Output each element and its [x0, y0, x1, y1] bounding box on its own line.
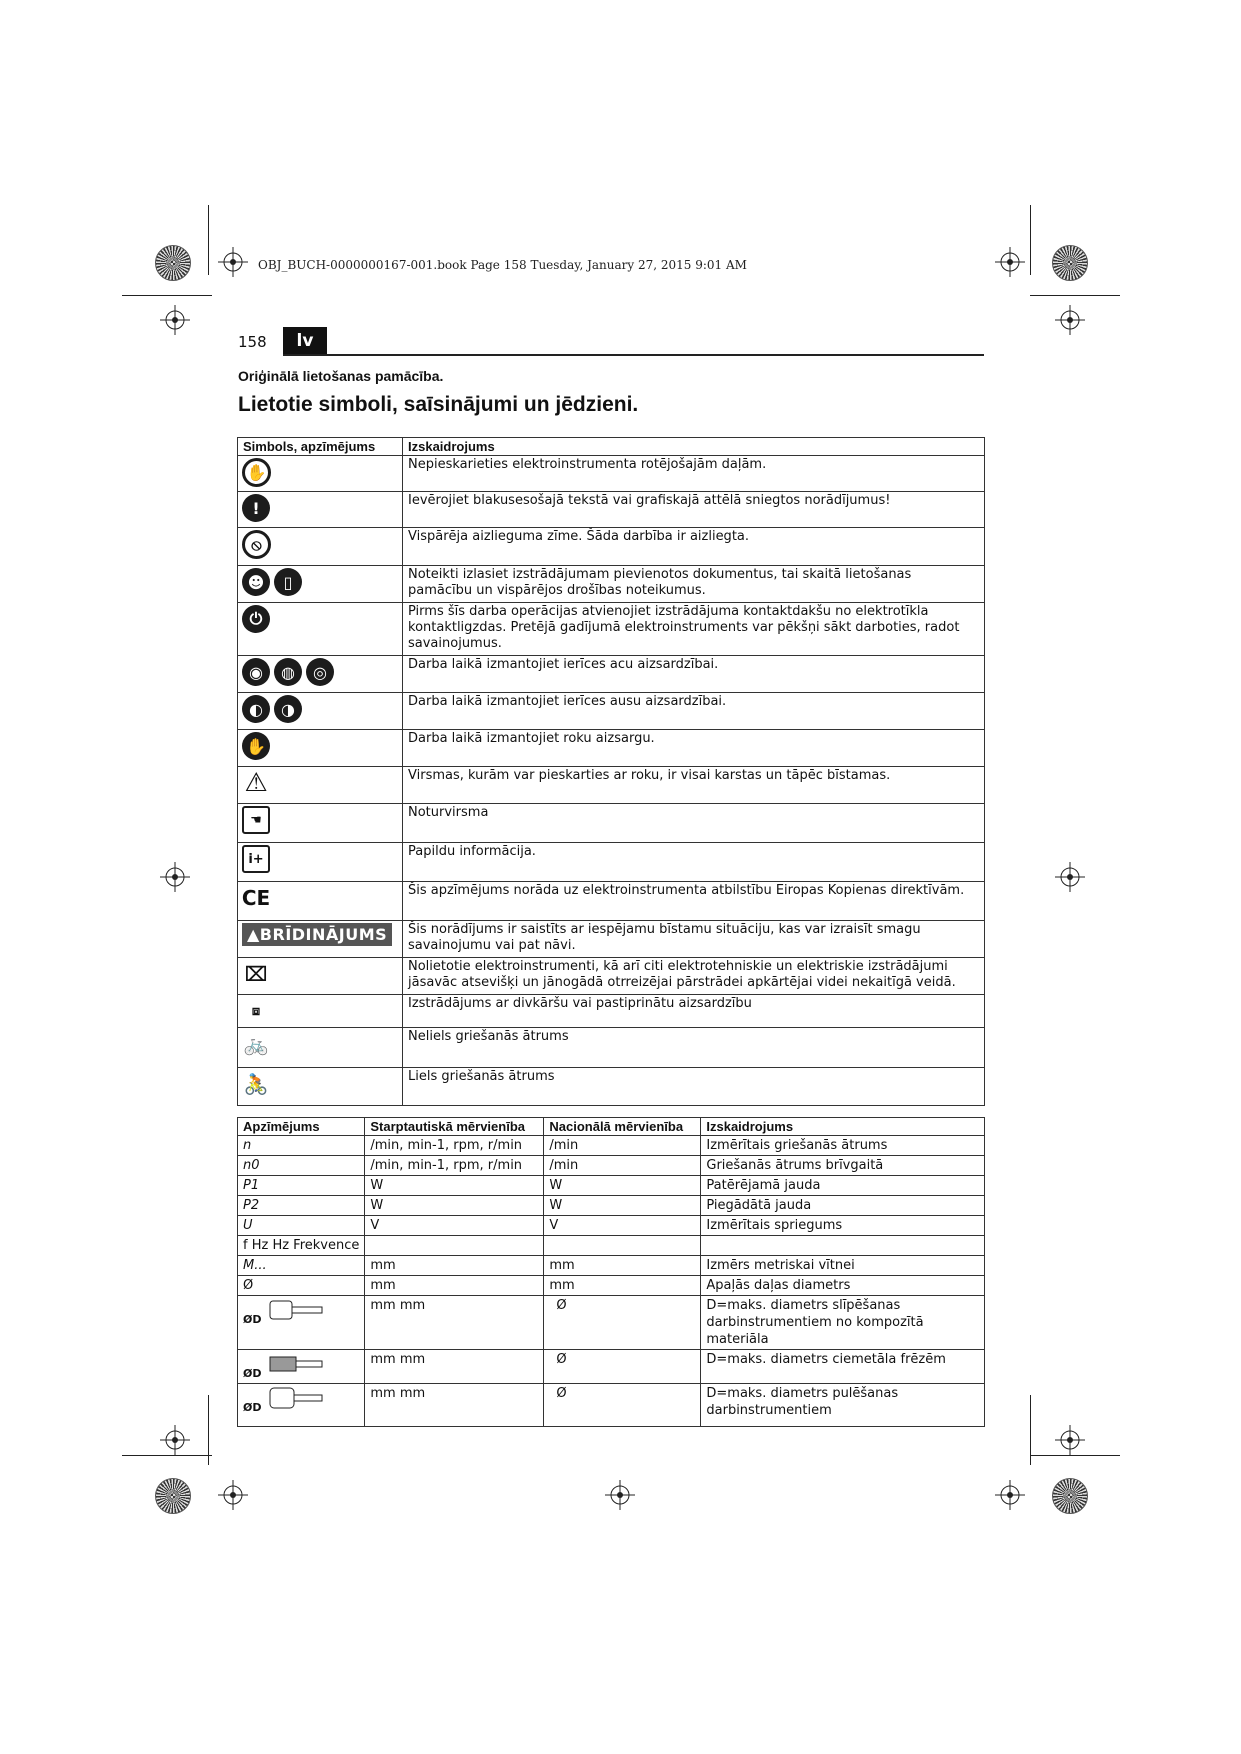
symbol-description: Šis norādījums ir saistīts ar iespējamu bīstamu situāciju, kas var izraisīt smagu savainojumu vai pat nāvi.	[403, 921, 985, 958]
symbols-table	[237, 437, 985, 1106]
unit-international: mm mm	[365, 1296, 544, 1350]
symbol-description: Noteikti izlasiet izstrādājumam pievienotos dokumentus, tai skaitā lietošanas pamācību un vispārējos drošības noteikumus.	[403, 566, 985, 603]
book-icon: ▯	[274, 568, 302, 596]
registration-target	[218, 247, 248, 277]
read-manual-icon: ☻	[242, 568, 270, 596]
exclamation-icon: !	[242, 494, 270, 522]
hand-protection-icon: ✋	[242, 732, 270, 760]
table-header-row	[238, 438, 985, 456]
unit-national: Ø	[544, 1296, 701, 1350]
unit-international: mm	[365, 1276, 544, 1296]
unit-international: W	[365, 1196, 544, 1216]
unit-national: /min	[544, 1136, 701, 1156]
column-header: Starptautiskā mērvienība	[365, 1118, 544, 1136]
table-row	[238, 1068, 985, 1106]
crop-mark	[122, 1455, 212, 1456]
unit-symbol: P1	[238, 1176, 365, 1196]
crop-mark	[1030, 205, 1031, 275]
no-touch-icon: ✋	[242, 458, 271, 487]
registration-starburst	[155, 1478, 191, 1514]
crop-mark	[122, 295, 212, 296]
unit-international: /min, min-1, rpm, r/min	[365, 1156, 544, 1176]
column-header: Izskaidrojums	[403, 438, 985, 456]
table-row	[238, 566, 985, 603]
table-row	[238, 1276, 985, 1296]
registration-starburst	[1052, 245, 1088, 281]
ear-protection-icon: ◐	[242, 695, 270, 723]
unit-description: D=maks. diametrs pulēšanas darbinstrumentiem	[701, 1384, 985, 1427]
eye-protection-icon: ◉	[242, 658, 270, 686]
carbide-cutter-icon	[266, 1351, 326, 1377]
unit-international: mm	[365, 1256, 544, 1276]
table-row	[238, 843, 985, 882]
unit-description	[701, 1236, 985, 1256]
unit-national: Ø	[544, 1384, 701, 1427]
registration-target	[160, 862, 190, 892]
unit-national: Ø	[544, 1350, 701, 1384]
unit-national: mm	[544, 1276, 701, 1296]
page-number: 158	[238, 333, 267, 351]
table-row	[238, 1350, 985, 1384]
table-row	[238, 1216, 985, 1236]
unit-international: mm mm	[365, 1384, 544, 1427]
table-row	[238, 456, 985, 492]
face-shield-icon: ◍	[274, 658, 302, 686]
table-row	[238, 767, 985, 804]
registration-target	[995, 247, 1025, 277]
registration-target	[605, 1480, 635, 1510]
symbol-description: Ievērojiet blakusesošajā tekstā vai grafiskajā attēlā sniegtos norādījumus!	[403, 492, 985, 528]
registration-target	[1055, 305, 1085, 335]
unit-description: Piegādātā jauda	[701, 1196, 985, 1216]
table-header-row	[238, 1118, 985, 1136]
table-row	[238, 1236, 985, 1256]
table-row	[238, 1256, 985, 1276]
unit-national: W	[544, 1196, 701, 1216]
grinding-point-icon	[266, 1297, 326, 1323]
table-row	[238, 1176, 985, 1196]
registration-target	[160, 1425, 190, 1455]
crossed-bin-icon: ⌧	[244, 962, 268, 986]
fast-speed-icon: 🚴	[243, 1072, 269, 1096]
slow-speed-icon: 🚲	[243, 1032, 269, 1056]
column-header: Apzīmējums	[238, 1118, 365, 1136]
unit-description: Apaļās daļas diametrs	[701, 1276, 985, 1296]
registration-starburst	[1052, 1478, 1088, 1514]
unit-symbol: n	[238, 1136, 365, 1156]
symbol-description: Nepieskarieties elektroinstrumenta rotējošajām daļām.	[403, 456, 985, 492]
registration-starburst	[155, 245, 191, 281]
symbol-description: Šis apzīmējums norāda uz elektroinstrumenta atbilstību Eiropas Kopienas direktīvām.	[403, 882, 985, 921]
symbol-description: Liels griešanās ātrums	[403, 1068, 985, 1106]
unit-symbol: U	[238, 1216, 365, 1236]
registration-target	[218, 1480, 248, 1510]
registration-target	[995, 1480, 1025, 1510]
header-rule	[283, 354, 984, 356]
table-row	[238, 1296, 985, 1350]
unit-symbol: Ø	[238, 1276, 365, 1296]
symbol-description: Darba laikā izmantojiet roku aizsargu.	[403, 730, 985, 767]
table-row	[238, 1384, 985, 1427]
crop-mark	[208, 205, 209, 275]
warning-badge: ▲BRĪDINĀJUMS	[242, 923, 392, 946]
unit-national	[544, 1236, 701, 1256]
symbol-description: Noturvirsma	[403, 804, 985, 843]
unit-national: /min	[544, 1156, 701, 1176]
grip-surface-icon: ☚	[242, 806, 270, 834]
unit-symbol: ØD	[243, 1367, 262, 1380]
table-row	[238, 1136, 985, 1156]
goggles-icon: ◎	[306, 658, 334, 686]
double-insulation-icon: ⧈	[251, 1003, 261, 1019]
column-header: Nacionālā mērvienība	[544, 1118, 701, 1136]
symbol-description: Virsmas, kurām var pieskarties ar roku, ir visai karstas un tāpēc bīstamas.	[403, 767, 985, 804]
table-row	[238, 603, 985, 656]
registration-target	[1055, 1425, 1085, 1455]
unit-international: V	[365, 1216, 544, 1236]
ear-muff-icon: ◑	[274, 695, 302, 723]
symbol-description: Papildu informācija.	[403, 843, 985, 882]
table-row	[238, 492, 985, 528]
unit-description: Izmērs metriskai vītnei	[701, 1256, 985, 1276]
registration-target	[160, 305, 190, 335]
unit-symbol: n0	[238, 1156, 365, 1176]
table-row	[238, 958, 985, 995]
unit-national: mm	[544, 1256, 701, 1276]
unplug-icon: ⏻	[242, 605, 270, 633]
symbol-description: Pirms šīs darba operācijas atvienojiet izstrādājuma kontaktdakšu no elektrotīkla kontaktligzdas. Pretējā gadījumā elektroinstruments var pēkšņi sākt darboties, radot savainojumus.	[403, 603, 985, 656]
unit-national: W	[544, 1176, 701, 1196]
table-row	[238, 528, 985, 566]
unit-description: Griešanās ātrums brīvgaitā	[701, 1156, 985, 1176]
table-row	[238, 1156, 985, 1176]
unit-international: W	[365, 1176, 544, 1196]
info-icon: i+	[242, 845, 270, 873]
column-header: Izskaidrojums	[701, 1118, 985, 1136]
unit-description: D=maks. diametrs slīpēšanas darbinstrumentiem no kompozītā materiāla	[701, 1296, 985, 1350]
symbol-description: Neliels griešanās ātrums	[403, 1028, 985, 1068]
page-subtitle: Oriģinālā lietošanas pamācība.	[238, 368, 444, 384]
unit-symbol: ØD	[243, 1313, 262, 1326]
symbol-description: Darba laikā izmantojiet ierīces acu aizsardzībai.	[403, 656, 985, 693]
book-info: OBJ_BUCH-0000000167-001.book Page 158 Tuesday, January 27, 2015 9:01 AM	[258, 258, 747, 272]
unit-description: D=maks. diametrs ciemetāla frēzēm	[701, 1350, 985, 1384]
table-row	[238, 804, 985, 843]
page-title: Lietotie simboli, saīsinājumi un jēdzieni.	[238, 393, 639, 416]
unit-symbol: M...	[238, 1256, 365, 1276]
units-table	[237, 1117, 985, 1427]
symbol-description: Darba laikā izmantojiet ierīces ausu aizsardzībai.	[403, 693, 985, 730]
table-row	[238, 693, 985, 730]
registration-target	[1055, 862, 1085, 892]
unit-international: mm mm	[365, 1350, 544, 1384]
symbol-description: Nolietotie elektroinstrumenti, kā arī citi elektrotehniskie un elektriskie izstrādājumi jāsavāc atsevišķi un jānogādā otrreizējai pārstrādei apkārtējai videi nekaitīgā veidā.	[403, 958, 985, 995]
polishing-tool-icon	[266, 1385, 326, 1411]
crop-mark	[1030, 1455, 1120, 1456]
hot-surface-icon: ⚠	[244, 768, 268, 798]
unit-symbol: ØD	[243, 1401, 262, 1414]
language-tag: lv	[283, 327, 327, 355]
table-row	[238, 730, 985, 767]
table-row	[238, 1028, 985, 1068]
crop-mark	[1030, 295, 1120, 296]
symbol-description: Izstrādājums ar divkāršu vai pastiprinātu aizsardzību	[403, 995, 985, 1028]
unit-symbol: f Hz Hz Frekvence	[238, 1236, 365, 1256]
prohibition-icon: ⦸	[242, 530, 271, 559]
unit-symbol: P2	[238, 1196, 365, 1216]
ce-mark-icon: CE	[241, 886, 271, 910]
symbol-description: Vispārēja aizlieguma zīme. Šāda darbība ir aizliegta.	[403, 528, 985, 566]
table-row	[238, 1196, 985, 1216]
table-row	[238, 656, 985, 693]
unit-national: V	[544, 1216, 701, 1236]
table-row	[238, 921, 985, 958]
table-row	[238, 882, 985, 921]
unit-international: /min, min-1, rpm, r/min	[365, 1136, 544, 1156]
column-header: Simbols, apzīmējums	[238, 438, 403, 456]
unit-international	[365, 1236, 544, 1256]
unit-description: Patērējamā jauda	[701, 1176, 985, 1196]
unit-description: Izmērītais griešanās ātrums	[701, 1136, 985, 1156]
unit-description: Izmērītais spriegums	[701, 1216, 985, 1236]
table-row	[238, 995, 985, 1028]
